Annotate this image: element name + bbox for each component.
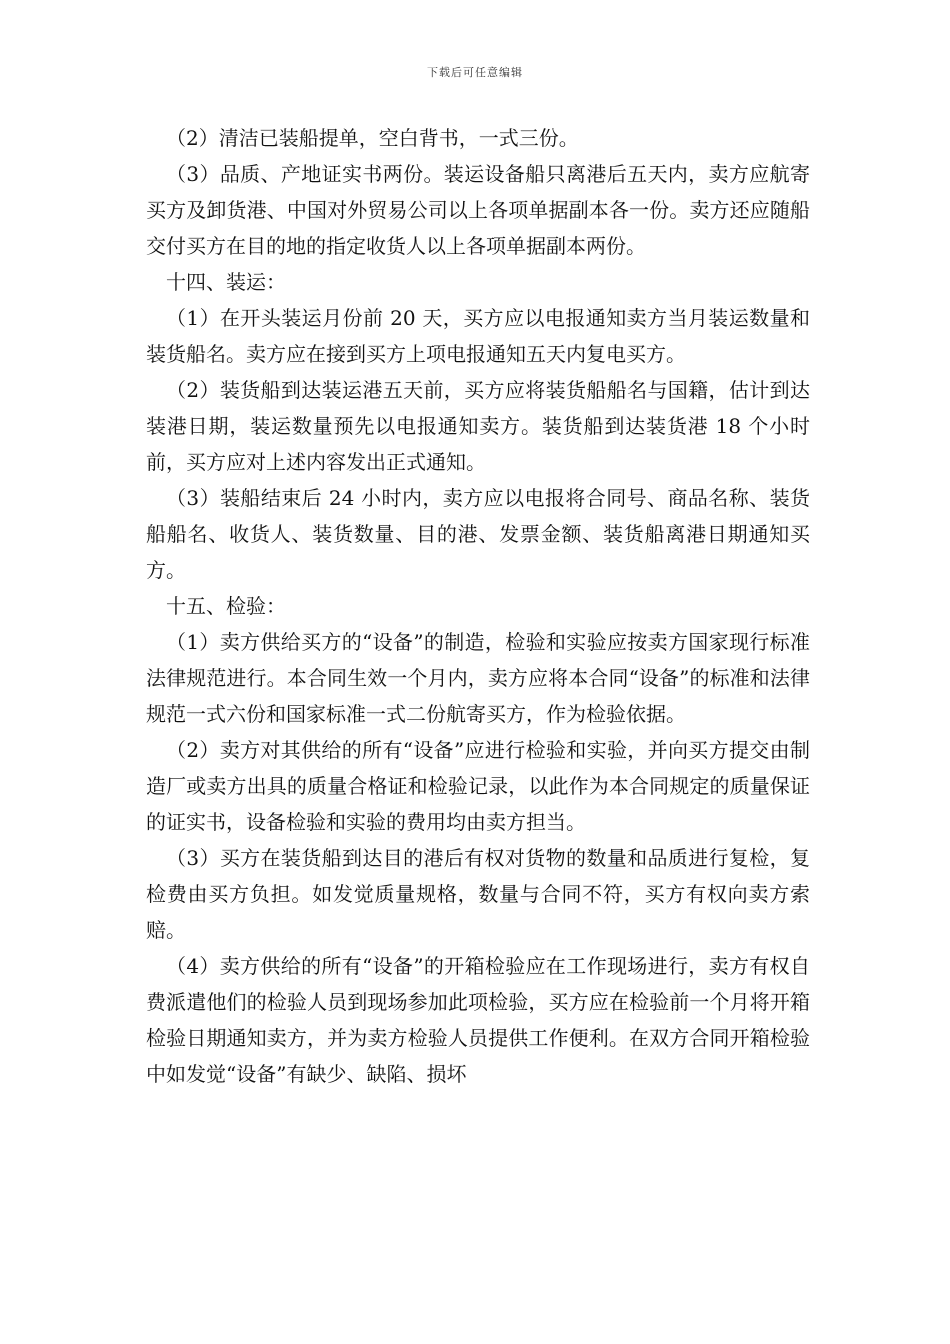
paragraph: （2）卖方对其供给的所有“设备”应进行检验和实验，并向买方提交由制造厂或卖方出具的质量合格证和检验记录，以此作为本合同规定的质量保证的证实书，设备检验和实验的费用均由卖方担当。 bbox=[146, 738, 810, 834]
paragraph: （3）品质、产地证实书两份。装运设备船只离港后五天内，卖方应航寄买方及卸货港、中国对外贸易公司以上各项单据副本各一份。卖方还应随船交付买方在目的地的指定收货人以上各项单据副本两份。 bbox=[146, 162, 810, 258]
section-heading: 十四、装运： bbox=[166, 270, 286, 294]
section-heading: 十五、检验： bbox=[166, 594, 286, 618]
paragraph: （1）在开头装运月份前 20 天，买方应以电报通知卖方当月装运数量和装货船名。卖方应在接到买方上项电报通知五天内复电买方。 bbox=[146, 306, 810, 366]
paragraph: （4）卖方供给的所有“设备”的开箱检验应在工作现场进行，卖方有权自费派遣他们的检验人员到现场参加此项检验，买方应在检验前一个月将开箱检验日期通知卖方，并为卖方检验人员提供工作便利。在双方合同开箱检验中如发觉“设备”有缺少、缺陷、损坏 bbox=[146, 954, 810, 1086]
paragraph: （3）装船结束后 24 小时内，卖方应以电报将合同号、商品名称、装货船船名、收货人、装货数量、目的港、发票金额、装货船离港日期通知买方。 bbox=[146, 486, 810, 582]
paragraph: （1）卖方供给买方的“设备”的制造，检验和实验应按卖方国家现行标准法律规范进行。本合同生效一个月内，卖方应将本合同“设备”的标准和法律规范一式六份和国家标准一式二份航寄买方，作为检验依据。 bbox=[146, 630, 810, 726]
paragraph: （2）装货船到达装运港五天前，买方应将装货船船名与国籍，估计到达装港日期，装运数量预先以电报通知卖方。装货船到达装货港 18 个小时前，买方应对上述内容发出正式通知。 bbox=[146, 378, 810, 474]
paragraph: （2）清洁已装船提单，空白背书，一式三份。 bbox=[166, 126, 579, 150]
page-header: 下载后可任意编辑 bbox=[427, 66, 523, 79]
document-body bbox=[146, 120, 810, 1092]
paragraph: （3）买方在装货船到达目的港后有权对货物的数量和品质进行复检，复检费由买方负担。如发觉质量规格，数量与合同不符，买方有权向卖方索赔。 bbox=[146, 846, 810, 942]
